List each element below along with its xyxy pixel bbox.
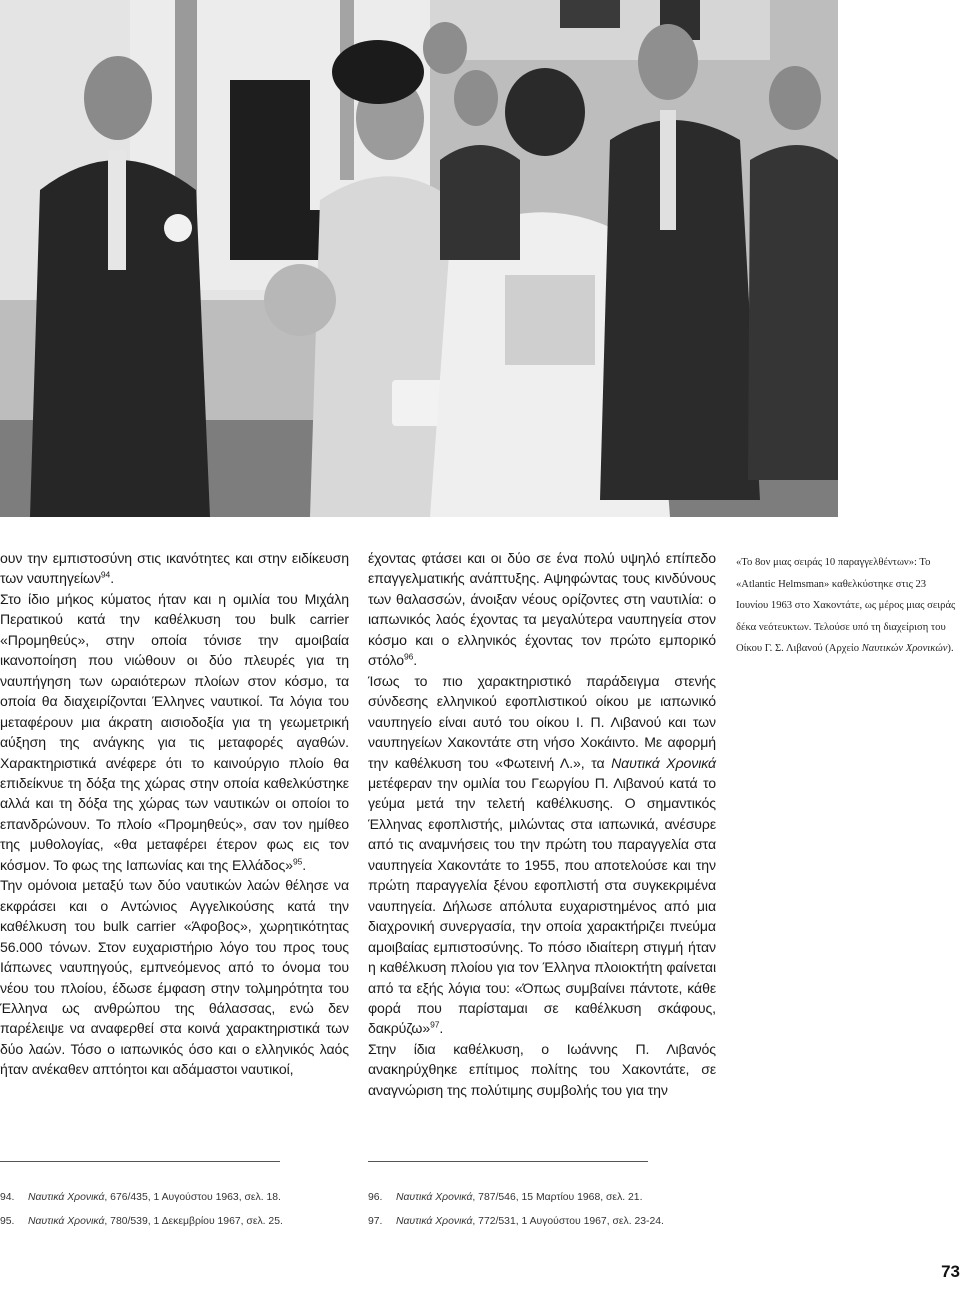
journal-title: Ναυτικά Χρονικά [611,754,716,771]
left-text-column [0,548,349,1080]
footnote-ref-97[interactable]: 97 [430,1019,440,1030]
page-number: 73 [941,1262,960,1281]
footnote-96: 96. Ναυτικά Χρονικά, 787/546, 15 Μαρτίου 1968, σελ. 21. [368,1192,643,1203]
footnote-rule-right [368,1161,648,1162]
left-paragraph-2: Στο ίδιο μήκος κύματος ήταν και η ομιλία του Μιχάλη Περατικού κατά την καθέλκυση του bulk carrier «Προμηθεύς», στην οποία τόνισε την αμοιβαία ικανοποίηση που νιώθουν οι δύο πλευρές για τη ναυπήγηση των ωραιότερων πλοίων στον κόσμο, τα οποία θα διαχειρίζονται Έλληνες ναυτικοί. Τα λόγια του μεταφέρουν μια άκρατη αισιοδοξία για τη γεωμετρική αύξηση της ανάγκης για τις μεταφορές αγαθών. Χαρακτηριστικά ανέφερε ότι το καινούργιο πλοίο θα επιδείκνυε τη δόξα της χώρας στην οποία καθελκύστηκε αλλά και τη δόξα της χώρας των ναυτικών οι οποίοι το επανδρώνουν. Το πλοίο «Προμηθεύς», σαν τον ημίθεο της μυθολογίας, «θα μεταφέρει έτερον φως εις τον κόσμον. Το φως της Ιαπωνίας και της Ελλάδος»$^{95}$. [0,590,349,873]
footnote-ref-94[interactable]: 94 [100,569,111,580]
left-paragraph-3: Την ομόνοια μεταξύ των δύο ναυτικών λαών θέλησε να εκφράσει και ο Αντώνιος Αγγελικούσης κατά την καθέλκυση του bulk carrier «Άφοβος», χωρητικότητας 56.000 τόνων. Στον ευχαριστήριο λόγο του προς τους Ιάπωνες ναυπηγούς, εμπνεόμενος από το όνομα του νέου του πλοίου, έδωσε έμφαση στην τολμηρότητα του Έλληνα ως ανθρώπου της θάλασσας, ενώ δεν παρέλειψε να αναφερθεί στα κοινά χαρακτηριστικά των δύο λαών. Τόσο ο ιαπωνικός όσο και ο ελληνικός λαός ήταν ανέκαθεν απτόητοι και αδάμαστοι ναυτικοί, [0,877,349,1078]
footnote-rule-left [0,1161,280,1162]
photo-caption: «Το 8ον μιας σειράς 10 παραγγελθέντων»: Το «Atlantic Helmsman» καθελκύστηκε στις 23 Ιουνίου 1963 στο Χακοντάτε, ως μέρος μιας σειράς δέκα νεότευκτων. Τελούσε υπό τη διαχείριση του Οίκου Γ. Σ. Λιβανού (Αρχείο Ναυτικών Χρονικών). [736,557,956,654]
right-paragraph-3: Στην ίδια καθέλκυση, ο Ιωάννης Π. Λιβανός ανακηρύχθηκε επίτιμος πολίτης του Χακοντάτε, σε αναγνώριση της πολύτιμης συμβολής του για την [368,1040,716,1098]
right-paragraph-2: Ίσως το πιο χαρακτηριστικό παράδειγμα στενής σύνδεσης ελληνικού εφοπλιστικού οίκου με ιαπωνικό ναυπηγείο είναι αυτό του οίκου Ι. Π. Λιβανού και των ναυπηγείων Χακοντάτε στη νήσο Χοκάιντο. Με αφορμή την καθέλκυση του «Φωτεινή Λ.», τα Ναυτικά Χρονικά μετέφεραν την ομιλία του Γεωργίου Π. Λιβανού κατά το γεύμα μετά την τελετή καθέλκυσης. Ο σημαντικός Έλληνας εφοπλιστής, μιλώντας στα ιαπωνικά, ανέσυρε από τις αναμνήσεις του την πρώτη του παραγγελία στα ναυπηγεία Χακοντάτε το 1955, που αποτελούσε και την πρώτη παραγγελία ξένου εφοπλιστή στα συγκεκριμένα ναυπηγεία. Δήλωσε απόλυτα ευχαριστημένος από μια διαχρονική συνεργασία, την οποία χαρακτήριζει πνεύμα αμοιβαίας εμπιστοσύνης. Το πόσο ιδιαίτερη στιγμή ήταν η καθέλκυση πλοίου για τον Έλληνα πλοιοκτήτη φαίνεται από τα εξής λόγια του: «Όπως συμβαίνει πάντοτε, κάθε φορά που παρίσταμαι σε καθέλκυση σκάφους, δακρύζω»$^{97}$. [368,672,716,1037]
footnote-ref-96[interactable]: 96 [404,651,414,662]
footnote-97: 97. Ναυτικά Χρονικά, 772/531, 1 Αυγούστου 1967, σελ. 23-24. [368,1216,664,1227]
footnote-95: 95. Ναυτικά Χρονικά, 780/539, 1 Δεκεμβρίου 1967, σελ. 25. [0,1216,283,1227]
launch-ceremony-photo [0,0,838,517]
right-text-column [368,548,716,1100]
right-paragraph-1: έχοντας φτάσει και οι δύο σε ένα πολύ υψηλό επίπεδο επαγγελματικής ανάπτυξης. Αψηφώντας τους κινδύνους των θαλασσών, άνοιξαν νέους ορίζοντες στη ναυτιλία: ο ιαπωνικός λαός έχοντας τα μεγαλύτερα ναυπηγεία στον κόσμο και ο ελληνικός έχοντας τον πρώτο εμπορικό στόλο$^{96}$. [368,550,716,669]
footnote-ref-95[interactable]: 95 [292,856,303,867]
footnote-94: 94. Ναυτικά Χρονικά, 676/435, 1 Αυγούστου 1963, σελ. 18. [0,1192,281,1203]
left-paragraph-1: ουν την εμπιστοσύνη στις ικανότητες και στην ειδίκευση των ναυπηγείων$^{94}$. [0,550,349,587]
